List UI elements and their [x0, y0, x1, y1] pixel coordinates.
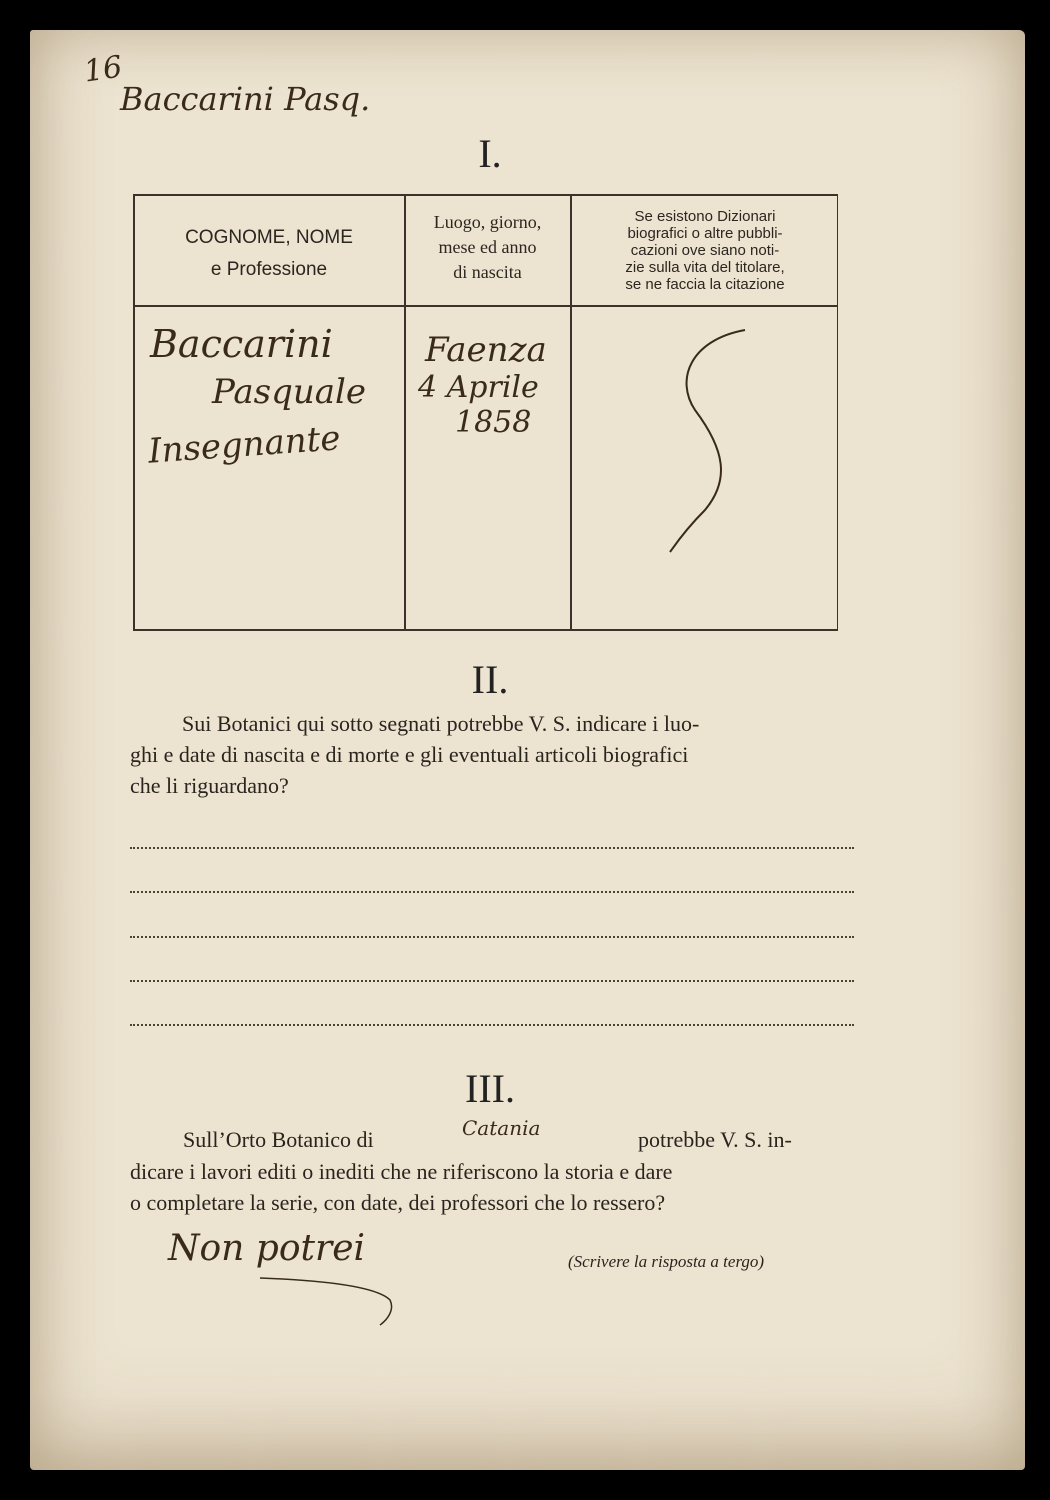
- answer-line: [130, 936, 854, 938]
- answer-birthdate: 4 Aprile: [418, 370, 539, 405]
- paragraph-line: ghi e date di nascita e di morte e gli eventuali articoli biografici: [130, 742, 689, 767]
- column-header-name: [135, 222, 403, 286]
- answer-birthyear: 1858: [455, 405, 532, 440]
- header-line: di nascita: [453, 262, 522, 282]
- paragraph-line: dicare i lavori editi o inediti che ne riferiscono la storia e dare: [130, 1159, 673, 1184]
- footnote: (Scrivere la risposta a tergo): [568, 1252, 765, 1271]
- answer-line: [130, 980, 854, 982]
- header-line: se ne faccia la citazione: [625, 276, 785, 293]
- section2-text: [130, 708, 854, 801]
- header-line: Se esistono Dizionari: [634, 208, 776, 225]
- answer-profession: Insegnante: [146, 418, 342, 472]
- header-line: Luogo, giorno,: [433, 212, 542, 232]
- paragraph-line: Sui Botanici qui sotto segnati potrebbe V. S. indicare i luo-: [182, 711, 700, 736]
- header-line: e Professione: [210, 259, 328, 280]
- header-line: zie sulla vita del titolare,: [625, 259, 785, 276]
- column-header-birth: [405, 210, 570, 285]
- header-line: biografici o altre pubbli-: [627, 225, 783, 242]
- answer-line: [130, 847, 854, 849]
- section3-line1-start: Sull’Orto Botanico di: [183, 1127, 374, 1152]
- handwritten-place: Catania: [462, 1116, 541, 1140]
- answer-line: [130, 1024, 854, 1026]
- header-line: cazioni ove siano noti-: [630, 242, 780, 259]
- answer-firstname: Pasquale: [212, 372, 366, 412]
- answer-flourish: [255, 1270, 405, 1330]
- archive-number: 16: [81, 49, 125, 90]
- section3-text: [130, 1156, 854, 1218]
- answer-line: [130, 891, 854, 893]
- column-header-references: [572, 208, 838, 293]
- section-numeral-3: III.: [465, 1066, 515, 1111]
- answer-birthplace: Faenza: [425, 330, 547, 370]
- section-numeral-2: II.: [471, 657, 509, 702]
- header-name-note: Baccarini Pasq.: [120, 80, 371, 118]
- section3-line1-end: potrebbe V. S. in-: [638, 1127, 792, 1152]
- header-line: COGNOME, NOME: [185, 227, 353, 248]
- paragraph-line: che li riguardano?: [130, 773, 289, 798]
- header-line: mese ed anno: [438, 237, 537, 257]
- handwritten-answer: Non potrei: [168, 1228, 366, 1269]
- answer-surname: Baccarini: [150, 322, 333, 366]
- paragraph-line: o completare la serie, con date, dei professori che lo ressero?: [130, 1190, 666, 1215]
- section-numeral-1: I.: [478, 131, 502, 176]
- blank-stroke-mark: [650, 320, 760, 560]
